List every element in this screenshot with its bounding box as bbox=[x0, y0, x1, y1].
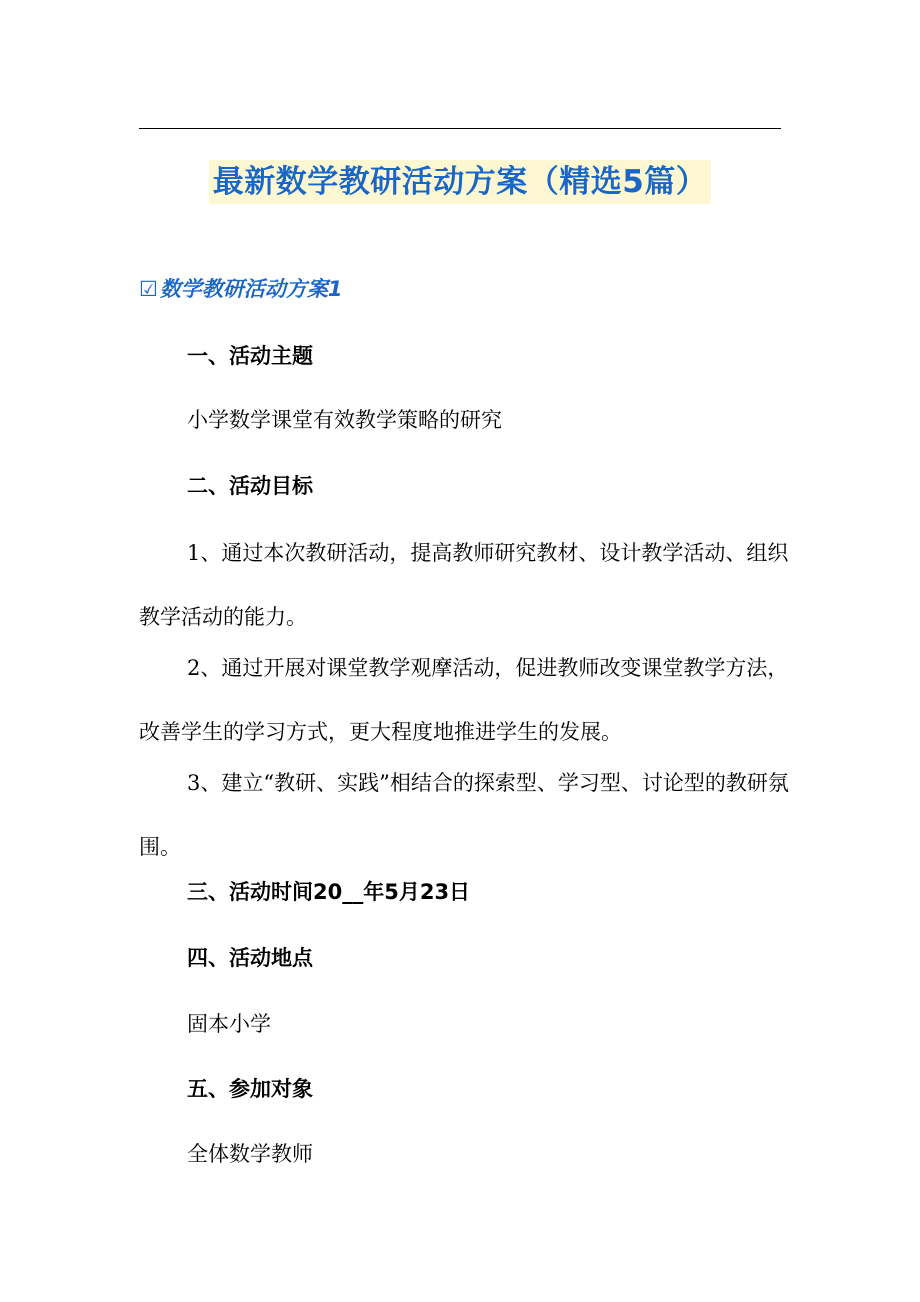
heading-activity-location: 四、活动地点 bbox=[187, 946, 313, 970]
heading-activity-goals: 二、活动目标 bbox=[187, 474, 313, 498]
paragraph-goal-2: 2、通过开展对课堂教学观摩活动，促进教师改变课堂教学方法，改善学生的学习方式，更大程度地推进学生的发展。 bbox=[139, 656, 789, 744]
heading-activity-theme: 一、活动主题 bbox=[187, 344, 313, 368]
section-heading-text: 数学教研活动方案1 bbox=[159, 277, 343, 301]
top-horizontal-rule bbox=[139, 128, 781, 129]
paragraph-goal-1: 1、通过本次教研活动，提高教师研究教材、设计教学活动、组织教学活动的能力。 bbox=[139, 541, 789, 629]
heading-participants: 五、参加对象 bbox=[187, 1077, 313, 1101]
paragraph-activity-theme: 小学数学课堂有效教学策略的研究 bbox=[187, 408, 502, 432]
paragraph-participants: 全体数学教师 bbox=[187, 1142, 313, 1166]
checkbox-icon: ☑ bbox=[139, 277, 158, 301]
document-title bbox=[0, 160, 920, 204]
paragraph-activity-location: 固本小学 bbox=[187, 1012, 271, 1036]
section-heading bbox=[139, 274, 342, 304]
heading-activity-time: 三、活动时间20__年5月23日 bbox=[187, 880, 471, 904]
document-title-text: 最新数学教研活动方案（精选5篇） bbox=[209, 160, 712, 204]
paragraph-goal-3: 3、建立“教研、实践”相结合的探索型、学习型、讨论型的教研氛围。 bbox=[139, 771, 789, 859]
